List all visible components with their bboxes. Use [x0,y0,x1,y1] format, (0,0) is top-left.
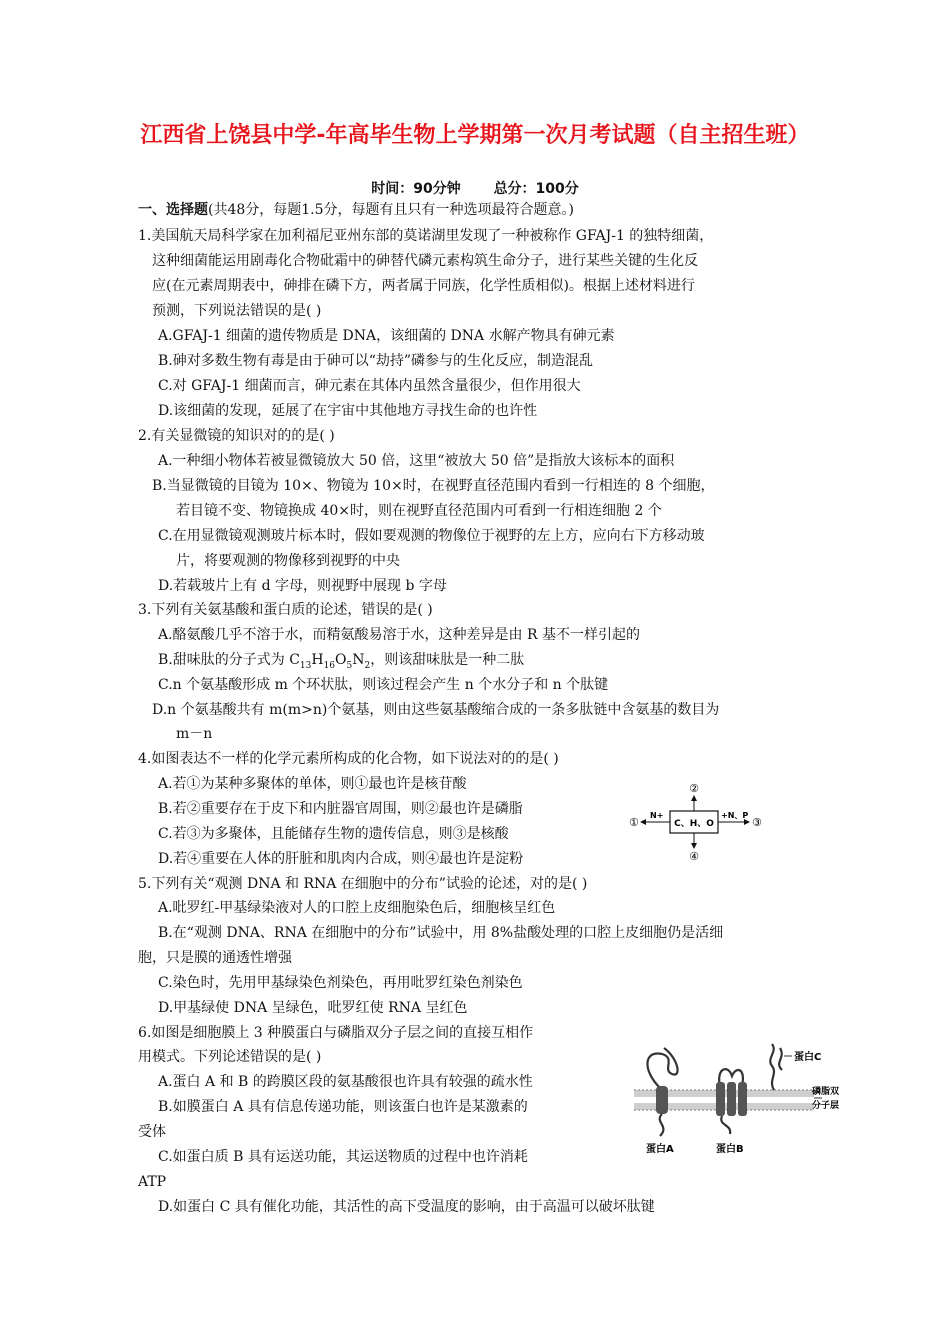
q6-option-b-line-1: B.如膜蛋白 A 具有信息传递功能，则该蛋白也许是某激素的 [158,1099,528,1115]
q3-option-d-line-1: D.n 个氨基酸共有 m(m>n)个氨基，则由这些氨基酸缩合成的一条多肽链中含氨基的数目为 [152,702,720,718]
q3-b-n: N [352,652,365,668]
q3-option-d-line-2: m－n [176,726,213,742]
q3-b-text: B.甜味肽的分子式为 C [158,652,300,668]
sub-16: 16 [323,660,336,671]
q3-option-c: C.n 个氨基酸形成 m 个环状肽，则该过程会产生 n 个水分子和 n 个肽键 [158,677,609,693]
q5-option-b-line-1: B.在“观测 DNA、RNA 在细胞中的分布”试验中，用 8%盐酸处理的口腔上皮细胞仍是活细 [158,925,724,941]
q2-option-a: A.一种细小物体若被显微镜放大 50 倍，这里“被放大 50 倍”是指放大该标本的面积 [158,453,675,469]
q4-option-d: D.若④重要在人体的肝脏和肌肉内合成，则④最也许是淀粉 [158,851,524,867]
section-heading: 一、选择题 [138,202,208,218]
q4-option-c: C.若③为多聚体，且能储存生物的遗传信息，则③是核酸 [158,826,509,842]
q1-option-c: C.对 GFAJ-1 细菌而言，砷元素在其体内虽然含量很少，但作用很大 [158,378,581,394]
label-4: ④ [689,850,699,863]
protein-b-helix-3 [738,1082,747,1116]
label-n-p: +N、P [721,811,749,820]
q2-option-d: D.若载玻片上有 d 字母，则视野中展现 b 字母 [158,578,447,594]
q6-option-d: D.如蛋白 C 具有催化功能，其活性的高下受温度的影响，由于高温可以破坏肽键 [158,1199,655,1215]
exam-time: 时间：90分钟 [371,181,461,197]
q2-option-c-line-2: 片，将要观测的物像移到视野的中央 [176,553,400,569]
q5-option-c: C.染色时，先用甲基绿染色剂染色，再用吡罗红染色剂染色 [158,975,523,991]
q3-option-b [158,650,524,676]
bilayer-label-1: 磷脂双 [812,1087,840,1097]
q5-option-a: A.吡罗红-甲基绿染液对人的口腔上皮细胞染色后，细胞核呈红色 [158,900,556,916]
q6-stem-line-2: 用模式。下列论述错误的是( ) [138,1049,322,1065]
sub-5: 5 [346,660,353,671]
q6-stem-line-1: 6.如图是细胞膜上 3 种膜蛋白与磷脂双分子层之间的直接互相作 [138,1025,534,1041]
q1-stem-line-3: 应(在元素周期表中，砷排在磷下方，两者属于同族，化学性质相似)。根据上述材料进行 [152,278,695,294]
section-header [138,200,574,220]
label-1: ① [629,816,639,829]
label-n-plus: N+ [650,811,664,820]
q3-option-a: A.酪氨酸几乎不溶于水，而精氨酸易溶于水，这种差异是由 R 基不一样引起的 [158,627,640,643]
q1-stem-line-4: 预测，下列说法错误的是( ) [152,303,322,319]
q2-option-c-line-1: C.在用显微镜观测玻片标本时，假如要观测的物像位于视野的左上方，应向右下方移动玻 [158,528,705,544]
protein-a-helix [656,1086,668,1114]
q4-stem: 4.如图表达不一样的化学元素所构成的化合物，如下说法对的的是( ) [138,751,559,767]
q4-option-b: B.若②重要存在于皮下和内脏器官周围，则②最也许是磷脂 [158,801,523,817]
q3-b-tail: ，则该甜味肽是一种二肽 [370,652,525,668]
exam-total: 总分：100分 [493,181,579,197]
q5-option-b-line-2: 胞，只是膜的通透性增强 [138,950,292,966]
q1-option-a: A.GFAJ-1 细菌的遗传物质是 DNA，该细菌的 DNA 水解产物具有砷元素 [158,328,615,344]
q1-option-b: B.砷对多数生物有毒是由于砷可以“劫持”磷参与的生化反应，制造混乱 [158,353,594,369]
label-3: ③ [752,816,762,829]
page-title: 江西省上饶县中学-年高毕生物上学期第一次月考试题（自主招生班） [140,123,810,148]
section-desc: (共48分，每题1.5分，每题有且只有一种选项最符合题意。) [208,202,575,218]
q6-option-c-line-1: C.如蛋白质 B 具有运送功能，其运送物质的过程中也许消耗 [158,1149,528,1165]
cho-label: C、H、O [674,819,714,829]
protein-a-tail [660,1114,664,1136]
q6-option-c-line-2: ATP [138,1174,167,1190]
q5-option-d: D.甲基绿使 DNA 呈绿色，吡罗红使 RNA 呈红色 [158,1000,468,1016]
element-compound-diagram [628,782,770,864]
protein-a-loop [647,1048,677,1088]
protein-c-coil [770,1044,782,1090]
protein-b-helix-2 [727,1082,736,1116]
q1-option-d: D.该细菌的发现，延展了在宇宙中其他地方寻找生命的也许性 [158,403,538,419]
membrane-protein-diagram [632,1040,848,1158]
q3-b-o: O [335,652,347,668]
q3-b-h: H [311,652,324,668]
q6-option-b-line-2: 受体 [138,1124,166,1140]
protein-a-label: 蛋白A [646,1144,674,1155]
protein-c-label: 蛋白C [794,1052,822,1063]
sub-13: 13 [299,660,312,671]
q1-stem-line-2: 这种细菌能运用剧毒化合物砒霜中的砷替代磷元素构筑生命分子，进行某些关键的生化反 [152,253,698,269]
protein-b-label: 蛋白B [716,1144,744,1155]
label-2: ② [689,782,699,795]
q2-option-b-line-2: 若目镜不变、物镜换成 40×时，则在视野直径范围内可看到一行相连细胞 2 个 [176,503,662,519]
bilayer-label-2: 分子层 [812,1101,840,1111]
q2-option-b-line-1: B.当显微镜的目镜为 10×、物镜为 10×时，在视野直径范围内看到一行相连的 8 个细胞， [152,478,715,494]
exam-meta [0,178,950,198]
protein-b-tail [721,1116,730,1134]
q2-stem: 2.有关显微镜的知识对的的是( ) [138,428,335,444]
sub-2: 2 [364,660,371,671]
q1-stem-line-1: 1.美国航天局科学家在加利福尼亚州东部的莫诺湖里发现了一种被称作 GFAJ-1 的独特细菌， [138,228,714,244]
q6-option-a: A.蛋白 A 和 B 的跨膜区段的氨基酸很也许具有较强的疏水性 [158,1074,533,1090]
q4-option-a: A.若①为某种多聚体的单体，则①最也许是核苷酸 [158,776,467,792]
q3-stem: 3.下列有关氨基酸和蛋白质的论述，错误的是( ) [138,602,433,618]
protein-b-helix-1 [716,1082,725,1116]
q5-stem: 5.下列有关“观测 DNA 和 RNA 在细胞中的分布”试验的论述，对的是( ) [138,876,588,892]
